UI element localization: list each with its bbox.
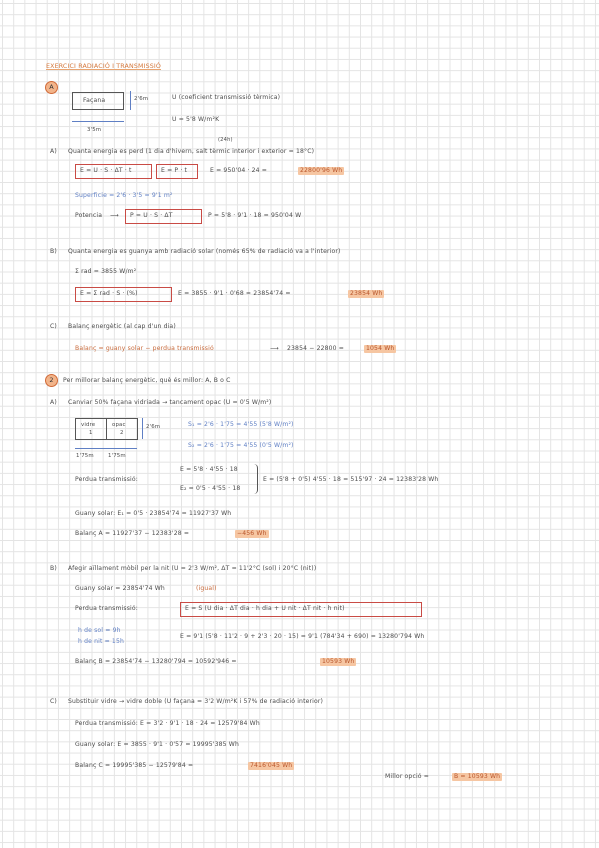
formula-box-radiation — [75, 287, 172, 302]
q2a-width-line — [75, 448, 137, 449]
q2c-prefix: C) — [50, 698, 57, 705]
q2a-width2-label: 1'75m — [108, 453, 126, 459]
u-definition: U (coeficient transmissió tèrmica) — [172, 94, 281, 101]
opaque-cell-index: 2 — [120, 430, 124, 436]
notebook-page — [30, 43, 570, 803]
formula-radiation: E = Σ rad · S · (%) — [80, 290, 138, 297]
q1b-question: Quanta energia es guanya amb radiació solar (només 65% de radiació va a l'interior) — [68, 248, 341, 255]
surface-2: S₂ = 2'6 · 1'75 = 4'55 (0'5 W/m²) — [188, 442, 294, 449]
radiation-sum: Σ rad = 3855 W/m² — [75, 268, 137, 275]
q1a-question: Quanta energia es perd (1 dia d'hivern, salt tèrmic interior i exterior = 18°C) — [68, 148, 315, 155]
q2a-balance-result: −456 Wh — [237, 530, 267, 537]
surface-calc: Superficie = 2'6 · 3'5 = 9'1 m² — [75, 192, 173, 199]
q2a-energy-2: E₂ = 0'5 · 4'55 · 18 — [180, 485, 241, 492]
formula-power: P = U · S · ΔT — [130, 212, 173, 219]
glass-cell-label: vidre — [81, 422, 96, 428]
facade-box — [72, 92, 124, 110]
q2c-perdua: Perdua transmissió: E = 3'2 · 9'1 · 18 · 24 = 12579'84 Wh — [75, 720, 260, 727]
balance-arrow-icon: ⟶ — [270, 345, 279, 352]
q1a-prefix: A) — [50, 148, 57, 155]
formula-energy-u: E = U · S · ΔT · t — [80, 167, 132, 174]
q2a-energy-1: E = 5'8 · 4'55 · 18 — [180, 466, 238, 473]
curly-brace — [252, 464, 258, 494]
q2c-balance-calc: Balanç C = 19995'385 − 12579'84 = — [75, 762, 194, 769]
q1c-question: Balanç energètic (al cap d'un dia) — [68, 323, 176, 330]
q1b-result: 23854 Wh — [350, 290, 383, 297]
q2b-question: Afegir aïllament mòbil per la nit (U = 2'3 W/m², ΔT = 11'2°C (sol) i 20°C (nit)) — [68, 565, 317, 572]
height-dimension-line — [130, 91, 131, 110]
q2c-question: Substituir vidre → vidre doble (U façana = 3'2 W/m²K i 57% de radiació interior) — [68, 698, 324, 705]
q2b-calc: E = 9'1 (5'8 · 11'2 · 9 + 2'3 · 20 · 15) = 9'1 (784'34 + 690) = 13280'794 Wh — [180, 633, 425, 640]
q1a-result-calc: E = 950'04 · 24 = — [210, 167, 268, 174]
q2b-balance-calc: Balanç B = 23854'74 − 13280'794 = 10592'946 = — [75, 658, 237, 665]
q1c-prefix: C) — [50, 323, 57, 330]
q1a-result-value: 22800'96 Wh — [300, 167, 343, 174]
note-24h: (24h) — [218, 137, 233, 143]
q2c-balance-result: 7416'045 Wh — [250, 762, 293, 769]
balance-calc: 23854 − 22800 = — [287, 345, 345, 352]
q2a-prefix: A) — [50, 399, 57, 406]
opaque-cell — [106, 418, 138, 440]
formula-box-energy-u — [75, 164, 152, 179]
q2c-guany: Guany solar: E = 3855 · 9'1 · 0'57 = 19995'385 Wh — [75, 741, 239, 748]
section-marker-2: 2 — [45, 374, 58, 387]
q2a-width1-label: 1'75m — [76, 453, 94, 459]
hours-night: h de nit = 15h — [78, 638, 124, 645]
power-label: Potencia — [75, 212, 103, 219]
u-value: U = 5'8 W/m²K — [172, 116, 220, 123]
formula-night: E = S (U dia · ΔT dia · h dia + U nit · ΔT nit · h nit) — [185, 605, 345, 612]
power-calc: P = 5'8 · 9'1 · 18 = 950'04 W — [208, 212, 302, 219]
q1b-calc: E = 3855 · 9'1 · 0'68 = 23854'74 = — [178, 290, 291, 297]
q2b-balance-result: 10593 Wh — [322, 658, 355, 665]
hours-sun: h de sol = 9h — [78, 627, 121, 634]
q2b-guany-note: (igual) — [196, 585, 217, 592]
q2a-perdua-label: Perdua transmissió: — [75, 476, 138, 483]
q2-intro: Per millorar balanç energètic, què és millor: A, B o C — [63, 377, 231, 384]
formula-box-energy-p — [156, 164, 198, 179]
glass-cell — [75, 418, 107, 440]
q2a-question: Canviar 50% façana vidriada → tancament opac (U = 0'5 W/m²) — [68, 399, 272, 406]
surface-1: S₁ = 2'6 · 1'75 = 4'55 (5'8 W/m²) — [188, 421, 294, 428]
best-option-label: Millor opció = — [385, 773, 430, 780]
width-dimension-line — [72, 121, 124, 122]
power-arrow-icon: ⟶ — [110, 212, 119, 219]
balance-result: 1054 Wh — [366, 345, 395, 352]
height-dimension-label: 2'6m — [134, 96, 149, 102]
section-marker-a: A — [45, 81, 58, 94]
facade-box-label: Façana — [83, 97, 106, 104]
q1b-prefix: B) — [50, 248, 57, 255]
page-title: EXERCICI RADIACIÓ I TRANSMISSIÓ — [46, 63, 161, 70]
width-dimension-label: 3'5m — [87, 127, 102, 133]
q2a-height-label: 2'6m — [146, 424, 161, 430]
q2a-guany: Guany solar: E₁ = 0'5 · 23854'74 = 11927'37 Wh — [75, 510, 232, 517]
q2b-guany: Guany solar = 23854'74 Wh — [75, 585, 165, 592]
formula-box-night — [180, 602, 422, 617]
q2a-balance-calc: Balanç A = 11927'37 − 12383'28 = — [75, 530, 190, 537]
glass-cell-index: 1 — [89, 430, 93, 436]
formula-box-power — [125, 209, 202, 224]
q2b-perdua-label: Perdua transmissió: — [75, 605, 138, 612]
opaque-cell-label: opac — [112, 422, 126, 428]
balance-formula: Balanç = guany solar − perdua transmissió — [75, 345, 214, 352]
best-option-result: B = 10593 Wh — [454, 773, 501, 780]
q2a-height-line — [142, 418, 143, 439]
q2a-energy-total: E = (5'8 + 0'5) 4'55 · 18 = 515'97 · 24 = 12383'28 Wh — [263, 476, 439, 483]
formula-energy-p: E = P · t — [161, 167, 188, 174]
q2b-prefix: B) — [50, 565, 57, 572]
